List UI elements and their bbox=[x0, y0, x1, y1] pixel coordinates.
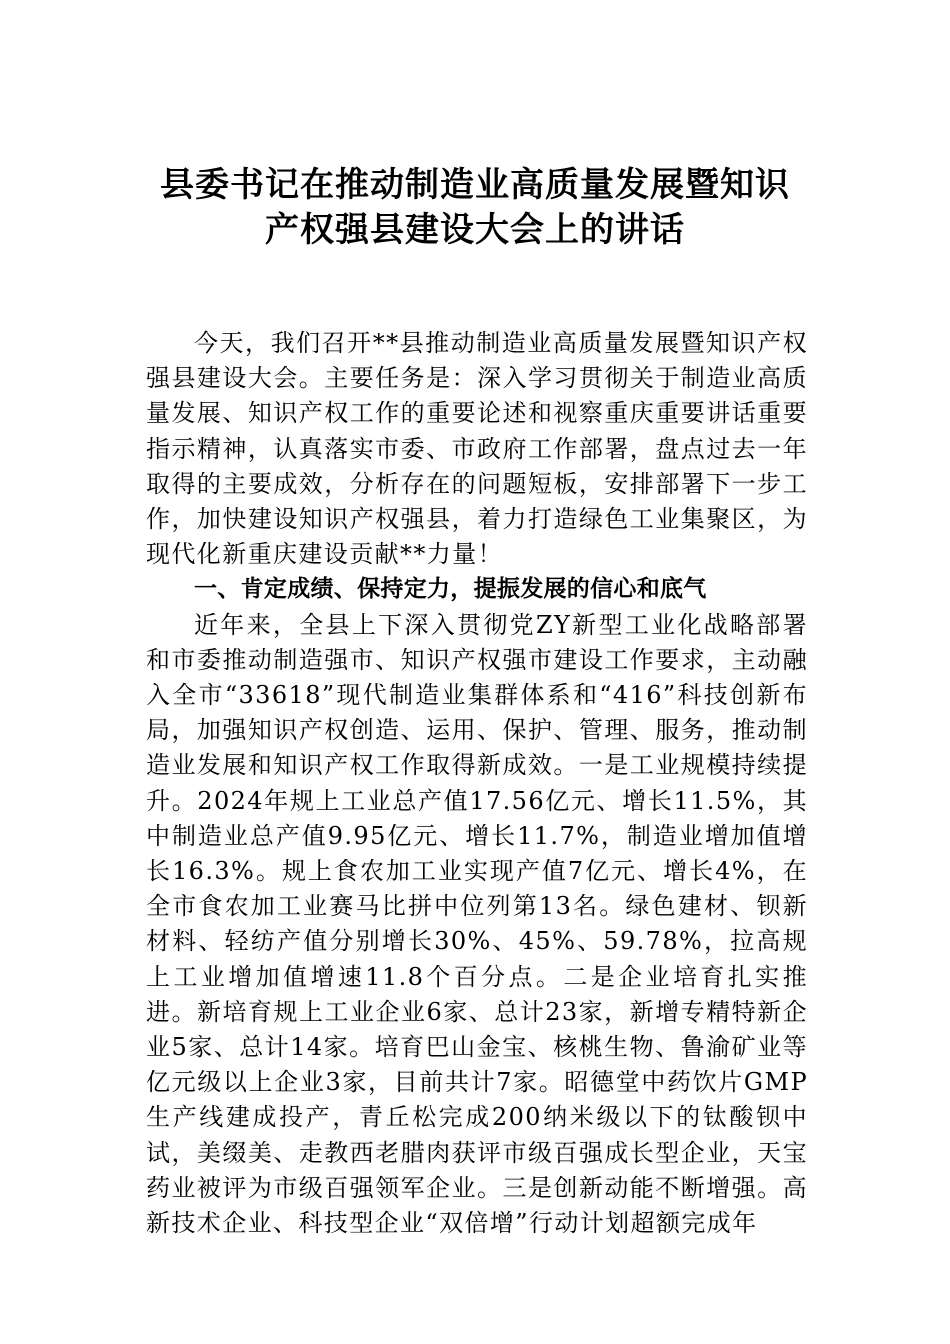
opening-paragraph: 今天，我们召开**县推动制造业高质量发展暨知识产权强县建设大会。主要任务是：深入学习贯彻关于制造业高质量发展、知识产权工作的重要论述和视察重庆重要讲话重要指示精神，认真落实市委、市政府工作部署，盘点过去一年取得的主要成效，分析存在的问题短板，安排部署下一步工作，加快建设知识产权强县，着力打造绿色工业集聚区，为现代化新重庆建设贡献**力量！ bbox=[146, 329, 808, 569]
section-1-paragraph: 近年来，全县上下深入贯彻党ZY新型工业化战略部署和市委推动制造强市、知识产权强市建设工作要求，主动融入全市“33618”现代制造业集群体系和“416”科技创新布局，加强知识产权创造、运用、保护、管理、服务，推动制造业发展和知识产权工作取得新成效。一是工业规模持续提升。2024年规上工业总产值17.56亿元、增长11.5%，其中制造业总产值9.95亿元、增长11.7%，制造业增加值增长16.3%。规上食农加工业实现产值7亿元、增长4%，在全市食农加工业赛马比拼中位列第13名。绿色建材、钡新材料、轻纺产值分别增长30%、45%、59.78%，拉高规上工业增加值增速11.8个百分点。二是企业培育扎实推进。新培育规上工业企业6家、总计23家，新增专精特新企业5家、总计14家。培育巴山金宝、核桃生物、鲁渝矿业等亿元级以上企业3家，目前共计7家。昭德堂中药饮片GMP生产线建成投产，青丘松完成200纳米级以下的钛酸钡中试，美缀美、走教西老腊肉获评市级百强成长型企业，天宝药业被评为市级百强领军企业。三是创新动能不断增强。高新技术企业、科技型企业“双倍增”行动计划超额完成年 bbox=[146, 610, 808, 1238]
section-heading-1: 一、肯定成绩、保持定力，提振发展的信心和底气 bbox=[194, 576, 707, 603]
document-body bbox=[146, 326, 808, 1241]
document-title-line-2: 产权强县建设大会上的讲话 bbox=[265, 210, 685, 250]
document-title-line-1: 县委书记在推动制造业高质量发展暨知识 bbox=[160, 165, 790, 205]
